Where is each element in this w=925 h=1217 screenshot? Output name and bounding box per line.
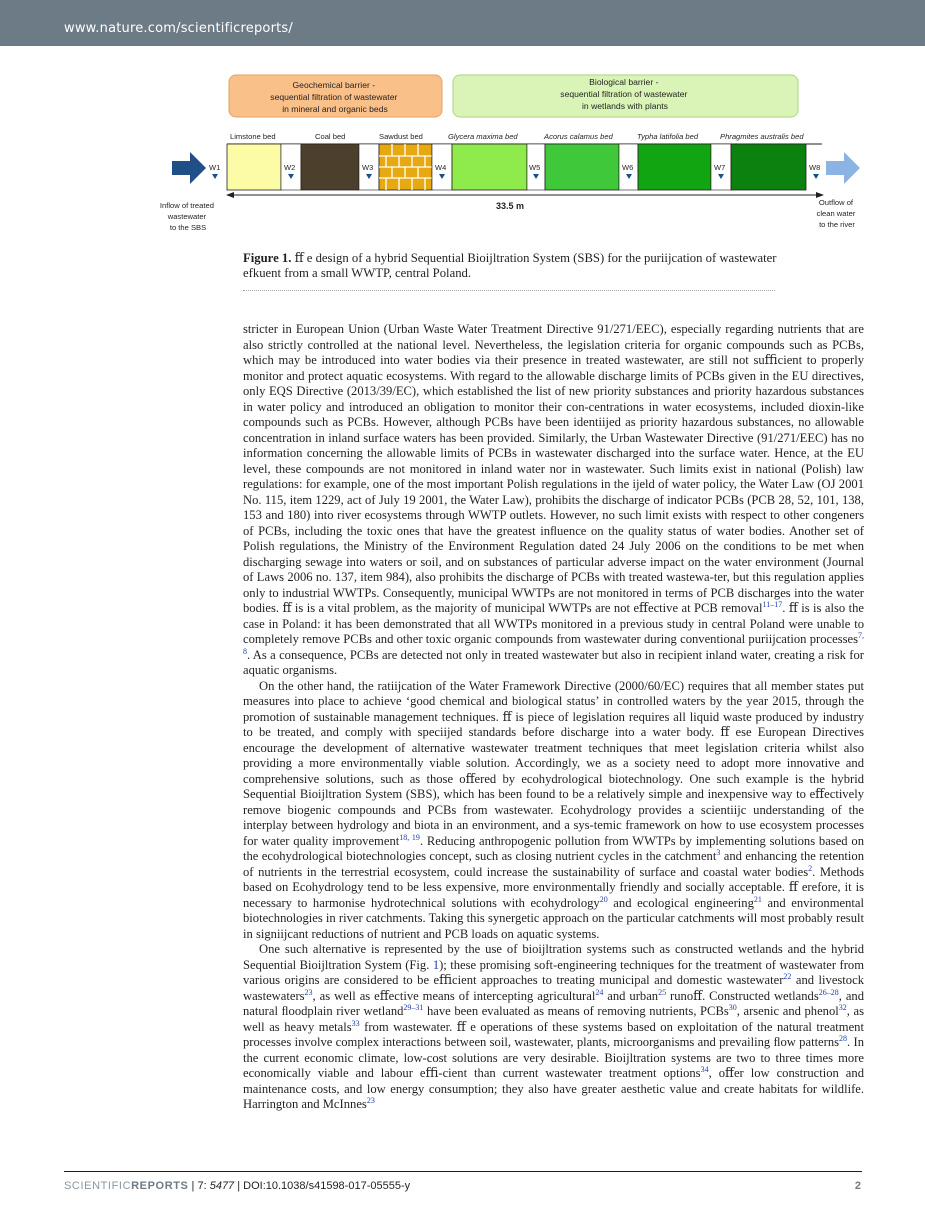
- well-w6: W6: [622, 163, 634, 172]
- bed-label-glycera: Glycera maxima bed: [448, 132, 518, 141]
- footer-citation: SCIENTIFICREPORTS | 7: 5477 | DOI:10.1038/s41598-017-05555-y: [64, 1180, 411, 1192]
- citation-link[interactable]: 34: [700, 1064, 709, 1074]
- outflow-label-line2: clean water: [816, 209, 856, 218]
- phragmites-australis-bed: [731, 144, 806, 190]
- bio-title-line1: Biological barrier -: [589, 77, 659, 87]
- bed-label-coal: Coal bed: [315, 132, 346, 141]
- paragraph-2: On the other hand, the ratiijcation of the Water Framework Directive (2000/60/EC) requires that all member states put measures into place to achieve ‘good chemical and biological status’ in controlled waters by the year 2015, through the promotion of sustainable management techniques. ﬀ is piece of legislation requires all liquid waste produced by industry to be treated, and comply with speciijed standards before discharge into a water body. ﬀ ese European Directives encourage the development of alternative wastewater treatment techniques that meet legislation criteria whilst also providing a more environmentally viable solution. Accordingly, we as a society need to adopt more innovative and comprehensive solutions, such as those oﬀered by ecohydrological biotechnology. One such example is the hybrid Sequential Bioijltration System (SBS), which has been found to be a relatively simple and inexpensive way to eﬀectively remove biogenic compounds and PCBs from wastewater. Ecohydrology provides a scientiijc understanding of the interplay between hydrology and biota in an environment, and a sys-temic framework on how to use ecosystem processes for water quality improvement$^{18, 19}$. Reducing anthropogenic pollution from WWTPs by implementing solutions based on the ecohydrological biotechnologies concept, such as closing nutrient cycles in the catchment$^3$ and enhancing the retention of nutrients in the terrestrial ecosystem, could increase the sustainability of surface and coastal water bodies$^2$. Methods based on Ecohydrology tend to be less expensive, more environmentally friendly and socially acceptable. ﬀ erefore, it is necessary to harmonise hydrotechnical solutions with ecohydrology$^{20}$ and ecological engineering$^{21}$ and environmental biotechnologies in river catchments. Taking this synergetic approach on the particular catchments will most probably result in signiijcant reductions of nutrient and PCB loads on aquatic systems.: [243, 678, 865, 941]
- glycera-maxima-bed: [452, 144, 527, 190]
- citation-link[interactable]: 30: [728, 1002, 737, 1012]
- geochem-title-line3: in mineral and organic beds: [282, 104, 388, 114]
- citation-link[interactable]: 28: [839, 1033, 848, 1043]
- citation-link[interactable]: 11–17: [762, 599, 783, 609]
- length-label: 33.5 m: [495, 201, 525, 211]
- footer-rule: [64, 1171, 862, 1172]
- citation-link[interactable]: 26–28: [818, 987, 839, 997]
- citation-link[interactable]: 3: [716, 847, 721, 857]
- page-number: 2: [854, 1180, 861, 1192]
- citation-link[interactable]: 29–31: [403, 1002, 424, 1012]
- svg-text:Inflow of treated wastew: [160, 201, 216, 232]
- figure-caption: [243, 251, 783, 281]
- well-w4: W4: [435, 163, 447, 172]
- geochem-title-line1: Geochemical barrier -: [292, 80, 376, 90]
- citation-link[interactable]: 22: [783, 971, 792, 981]
- svg-text:Glycera maxima bed Acoru: [448, 132, 804, 141]
- inflow-label-line2: wastewater: [167, 212, 207, 221]
- citation-link[interactable]: 20: [599, 894, 608, 904]
- well-w5: W5: [529, 163, 541, 172]
- acorus-calamus-bed: [545, 144, 619, 190]
- citation-link[interactable]: 24: [595, 987, 604, 997]
- article-body: [243, 322, 864, 1113]
- sbs-diagram: [150, 72, 870, 242]
- outflow-arrow: [826, 152, 860, 184]
- bio-title-line2: sequential filtration of wastewater: [560, 89, 688, 99]
- journal-name-a: SCIENTIFIC: [64, 1180, 132, 1192]
- citation-link[interactable]: 2: [808, 863, 813, 873]
- citation-link[interactable]: 33: [351, 1018, 360, 1028]
- citation-link[interactable]: 18, 19: [399, 832, 420, 842]
- inflow-label-line1: Inflow of treated: [159, 201, 214, 210]
- typha-latifolia-bed: [638, 144, 711, 190]
- well-w1: W1: [209, 163, 221, 172]
- sawdust-bed: [379, 144, 432, 190]
- caption-text: ﬀ e design of a hybrid Sequential Bioijltration System (SBS) for the puriijcation of wastewater efkuent from a small WWTP, central Poland.: [243, 251, 777, 280]
- citation-link[interactable]: 25: [658, 987, 667, 997]
- bed-label-sawdust: Sawdust bed: [379, 132, 423, 141]
- journal-header-bar: [0, 0, 925, 46]
- figure-reference-link[interactable]: 1: [432, 957, 440, 972]
- citation-link[interactable]: 7, 8: [243, 630, 864, 656]
- article-number: 5477: [209, 1180, 235, 1192]
- citation-link[interactable]: 23: [304, 987, 313, 997]
- geochem-title-line2: sequential filtration of wastewater: [270, 92, 398, 102]
- paragraph-3: One such alternative is represented by the use of bioijltration systems such as constructed wetlands and the hybrid Sequential Bioijltration System (Fig. 1); these promising soft-engineering techniques for the treatment of wastewater from various origins are considered to be eﬃcient approaches to treating municipal and domestic wastewater$^{22}$ and livestock wastewaters$^{23}$, as well as eﬀective means of intercepting agricultural$^{24}$ and urban$^{25}$ runoﬀ. Constructed wetlands$^{26-28}$, and natural ﬂoodplain river wetland$^{29-31}$ have been evaluated as means of removing nutrients, PCBs$^{30}$, arsenic and phenol$^{32}$, as well as heavy metals$^{33}$ from wastewater. ﬀ e operations of these systems based on exploitation of the natural treatment processes involve complex interactions between soil, wastewater, plants, microorganisms and prevailing ﬂow patterns$^{28}$. In the current economic climate, low-cost solutions are very desirable. Bioijltration systems are two to three times more economically viable and labour eﬃ-cient than current wastewater treatment options$^{34}$, oﬀer low construction and maintenance costs, and low energy consumption; they also have greater aesthetic value and create habitats for wildlife. Harrington and McInnes$^{23}$: [243, 942, 865, 1111]
- bed-label-typha: Typha latifolia bed: [637, 132, 699, 141]
- bio-title-line3: in wetlands with plants: [582, 101, 668, 111]
- svg-text:Limstone bed Coal bed: [230, 132, 423, 141]
- journal-url[interactable]: www.nature.com/scientificreports/: [64, 21, 293, 36]
- citation-link[interactable]: 23: [366, 1095, 375, 1105]
- outflow-label-line3: to the river: [819, 220, 855, 229]
- doi: | DOI:10.1038/s41598-017-05555-y: [234, 1180, 411, 1192]
- outflow-label-line1: Outflow of: [818, 198, 854, 207]
- citation-link[interactable]: 32: [838, 1002, 847, 1012]
- figure-1: [150, 72, 870, 242]
- well-w2: W2: [284, 163, 296, 172]
- citation-link[interactable]: 21: [753, 894, 762, 904]
- journal-name-b: REPORTS: [131, 1180, 189, 1192]
- well-w8: W8: [809, 163, 821, 172]
- inflow-arrow: [172, 152, 206, 184]
- caption-label: Figure 1.: [243, 251, 292, 265]
- paragraph-1: stricter in European Union (Urban Waste Water Treatment Directive 91/271/EEC), especially regarding nutrients that are also strictly controlled at the national level. Nevertheless, the legislation criteria for organic compounds such as PCBs, which may be introduced into water bodies via their presence in treated wastewater, are still not suﬃcient to properly monitor and protect aquatic ecosystems. With regard to the allowable discharge limits of PCBs given in the EU directives, only EQS Directive (2013/39/EC), which established the list of new priority substances and priority hazardous substances in water policy and introduced an obligation to monitor their con-centrations in water ecosystems, included dioxin-like compounds such as PCBs. However, although PCBs have been identiijed as priority hazardous substances, no allowable concentration in inland surface waters has been provided. Similarly, the Urban Wastewater Directive (91/271/EEC) has no information concerning the allowable limits of PCBs in wastewater discharged into the surface water. Hence, at the EU level, these compounds are not monitored in inland water nor in wastewater. Such limits exist in national (Polish) law regulations: for example, one of the most important Polish regulations in the ijeld of water policy, the Water Law (OJ 2001 No. 115, item 1229, act of July 19 2001, the Water Law), prohibits the discharge of indicator PCBs (PCB 28, 52, 101, 138, 153 and 180) into river ecosystems through WWTP outlets. However, no such limit exists with respect to other congeners of PCBs, including the toxic ones that have the greatest inﬂuence on the quality status of water bodies. Another set of Polish regulations, the Ministry of the Environment Regulation dated 24 July 2006 on the conditions to be met when discharging sewage into waters or soil, and on substances of particular adverse impact on the water environment (Journal of Laws 2006 no. 137, item 984), also prohibits the discharge of PCBs with treated wastewa-ter, but this regulation applies only to industrial WWTPs. Consequently, municipal WWTPs are not monitored in terms of PCB discharges into the water bodies. ﬀ is is a vital problem, as the majority of municipal WWTPs are not eﬀective at PCB removal$^{11-17}$. ﬀ is is also the case in Poland: it has been demonstrated that all WWTPs monitored in a previous study in central Poland were unable to completely remove PCBs and other toxic organic compounds from wastewater during conventional puriijcation processes$^{7, 8}$. As a consequence, PCBs are detected not only in treated wastewater but also in recipient inland water, creating a risk for aquatic organisms.: [243, 322, 864, 677]
- well-w7: W7: [714, 163, 726, 172]
- caption-divider: [243, 290, 775, 293]
- bed-label-limestone: Limstone bed: [230, 132, 276, 141]
- well-w3: W3: [362, 163, 374, 172]
- coal-bed: [301, 144, 359, 190]
- bed-label-phragmites: Phragmites australis bed: [720, 132, 804, 141]
- svg-text:Outflow of clean water: [817, 198, 858, 229]
- limestone-bed: [227, 144, 281, 190]
- inflow-label-line3: to the SBS: [169, 223, 207, 232]
- bed-label-acorus: Acorus calamus bed: [544, 132, 613, 141]
